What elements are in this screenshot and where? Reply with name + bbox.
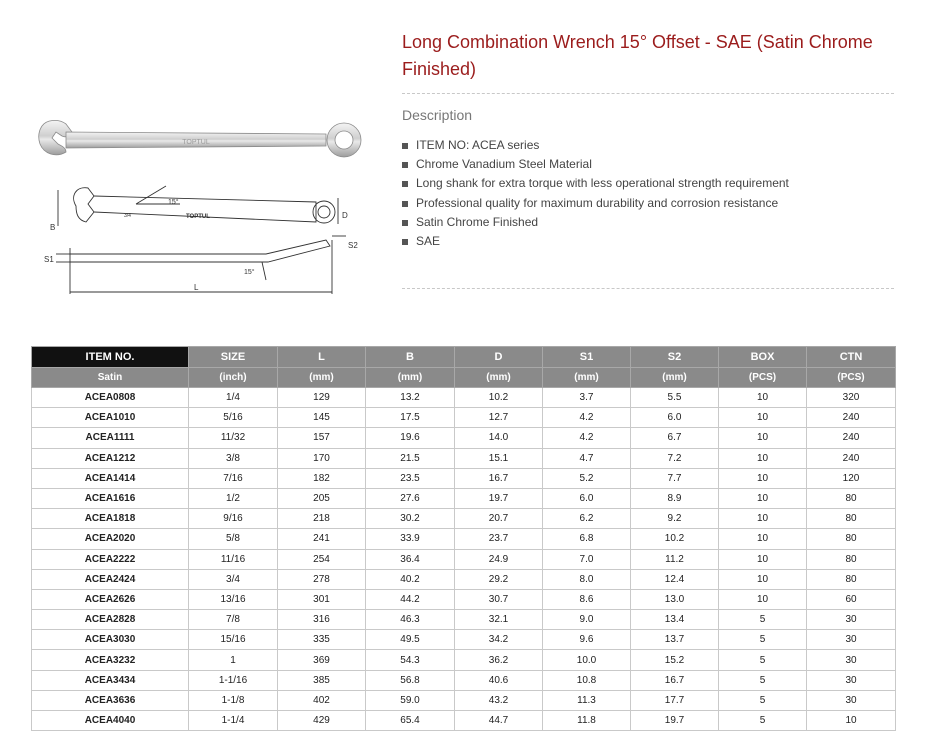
table-cell: 402 (278, 690, 366, 710)
unit-l: (mm) (278, 367, 366, 388)
table-cell: 11/32 (189, 428, 278, 448)
wrench-photo (39, 120, 361, 157)
table-cell: 10.2 (455, 388, 543, 408)
table-cell: 10 (719, 549, 807, 569)
table-cell: 13.0 (631, 589, 719, 609)
table-cell: 5.2 (543, 468, 631, 488)
table-cell: 49.5 (366, 630, 455, 650)
angle-label-top: 15° (168, 199, 179, 206)
table-cell: 17.5 (366, 408, 455, 428)
table-cell: 40.6 (455, 670, 543, 690)
item-code-cell: ACEA3232 (32, 650, 189, 670)
table-cell: 4.7 (543, 448, 631, 468)
table-cell: 80 (807, 569, 896, 589)
table-cell: 11.3 (543, 690, 631, 710)
table-cell: 170 (278, 448, 366, 468)
table-cell: 46.3 (366, 610, 455, 630)
table-cell: 5 (719, 670, 807, 690)
divider (402, 288, 894, 289)
unit-s2: (mm) (631, 367, 719, 388)
unit-size: (inch) (189, 367, 278, 388)
table-cell: 6.2 (543, 509, 631, 529)
header-s2: S2 (631, 347, 719, 368)
unit-satin: Satin (32, 367, 189, 388)
table-cell: 6.0 (543, 488, 631, 508)
table-cell: 320 (807, 388, 896, 408)
table-cell: 11.2 (631, 549, 719, 569)
table-cell: 5 (719, 630, 807, 650)
table-row (32, 509, 896, 529)
table-cell: 7/16 (189, 468, 278, 488)
table-cell: 19.6 (366, 428, 455, 448)
table-cell: 13.4 (631, 610, 719, 630)
table-row (32, 589, 896, 609)
table-cell: 10 (719, 509, 807, 529)
table-cell: 157 (278, 428, 366, 448)
table-cell: 182 (278, 468, 366, 488)
table-cell: 10.2 (631, 529, 719, 549)
table-cell: 10 (719, 428, 807, 448)
unit-b: (mm) (366, 367, 455, 388)
brand-mark: TOPTUL (182, 139, 210, 146)
angle-label-bottom: 15° (244, 269, 255, 276)
table-cell: 80 (807, 509, 896, 529)
table-row (32, 711, 896, 731)
header-d: D (455, 347, 543, 368)
table-cell: 10 (719, 448, 807, 468)
wrench-diagram (36, 112, 366, 302)
table-cell: 19.7 (631, 711, 719, 731)
table-cell: 301 (278, 589, 366, 609)
table-cell: 218 (278, 509, 366, 529)
table-cell: 335 (278, 630, 366, 650)
table-cell: 1-1/16 (189, 670, 278, 690)
product-title: Long Combination Wrench 15° Offset - SAE (Satin Chrome Finished) (402, 32, 873, 79)
bullet-icon (402, 181, 408, 187)
dimension-s2: S2 (348, 241, 358, 250)
bullet-icon (402, 239, 408, 245)
table-cell: 36.4 (366, 549, 455, 569)
table-cell: 8.9 (631, 488, 719, 508)
table-cell: 8.0 (543, 569, 631, 589)
table-cell: 12.4 (631, 569, 719, 589)
item-code-cell: ACEA2222 (32, 549, 189, 569)
table-cell: 65.4 (366, 711, 455, 731)
table-cell: 40.2 (366, 569, 455, 589)
table-cell: 16.7 (455, 468, 543, 488)
table-cell: 240 (807, 408, 896, 428)
table-cell: 23.7 (455, 529, 543, 549)
header-s1: S1 (543, 347, 631, 368)
item-code-cell: ACEA3434 (32, 670, 189, 690)
table-cell: 278 (278, 569, 366, 589)
table-cell: 15.1 (455, 448, 543, 468)
table-cell: 21.5 (366, 448, 455, 468)
table-cell: 30 (807, 650, 896, 670)
item-code-cell: ACEA4040 (32, 711, 189, 731)
table-cell: 240 (807, 428, 896, 448)
table-cell: 19.7 (455, 488, 543, 508)
table-row (32, 388, 896, 408)
table-cell: 10 (719, 488, 807, 508)
table-cell: 241 (278, 529, 366, 549)
feature-list (402, 136, 789, 251)
table-cell: 34.2 (455, 630, 543, 650)
feature-item: Long shank for extra torque with less operational strength requirement (402, 174, 789, 193)
item-code-cell: ACEA2424 (32, 569, 189, 589)
table-cell: 13.2 (366, 388, 455, 408)
unit-s1: (mm) (543, 367, 631, 388)
table-cell: 1/2 (189, 488, 278, 508)
wrench-drawing-side (56, 236, 346, 294)
table-row (32, 468, 896, 488)
table-cell: 30.2 (366, 509, 455, 529)
table-cell: 7.2 (631, 448, 719, 468)
table-cell: 8.6 (543, 589, 631, 609)
header-box: BOX (719, 347, 807, 368)
table-cell: 10 (719, 589, 807, 609)
item-code-cell: ACEA0808 (32, 388, 189, 408)
table-row (32, 690, 896, 710)
bullet-icon (402, 162, 408, 168)
table-row (32, 408, 896, 428)
table-cell: 27.6 (366, 488, 455, 508)
table-cell: 60 (807, 589, 896, 609)
item-code-cell: ACEA1010 (32, 408, 189, 428)
table-cell: 7.7 (631, 468, 719, 488)
table-cell: 3/8 (189, 448, 278, 468)
header-item-no: ITEM NO. (32, 347, 189, 368)
table-cell: 6.8 (543, 529, 631, 549)
table-cell: 9.0 (543, 610, 631, 630)
header-size: SIZE (189, 347, 278, 368)
table-cell: 5 (719, 690, 807, 710)
table-cell: 30 (807, 690, 896, 710)
table-cell: 1-1/4 (189, 711, 278, 731)
table-row (32, 650, 896, 670)
table-unit-row (32, 367, 896, 388)
table-cell: 316 (278, 610, 366, 630)
table-cell: 15.2 (631, 650, 719, 670)
table-cell: 9.6 (543, 630, 631, 650)
unit-box: (PCS) (719, 367, 807, 388)
table-row (32, 630, 896, 650)
wrench-drawing-top (58, 186, 338, 226)
item-code-cell: ACEA3030 (32, 630, 189, 650)
table-cell: 56.8 (366, 670, 455, 690)
bullet-icon (402, 201, 408, 207)
table-cell: 3.7 (543, 388, 631, 408)
table-row (32, 488, 896, 508)
table-cell: 33.9 (366, 529, 455, 549)
table-cell: 5 (719, 711, 807, 731)
table-cell: 36.2 (455, 650, 543, 670)
table-cell: 10.0 (543, 650, 631, 670)
item-code-cell: ACEA2626 (32, 589, 189, 609)
table-cell: 17.7 (631, 690, 719, 710)
item-code-cell: ACEA1111 (32, 428, 189, 448)
item-code-cell: ACEA1212 (32, 448, 189, 468)
feature-item: ITEM NO: ACEA series (402, 136, 789, 155)
table-cell: 16.7 (631, 670, 719, 690)
table-cell: 44.2 (366, 589, 455, 609)
table-cell: 4.2 (543, 428, 631, 448)
table-cell: 24.9 (455, 549, 543, 569)
feature-item: SAE (402, 232, 789, 251)
feature-item: Satin Chrome Finished (402, 213, 789, 232)
feature-item: Professional quality for maximum durability and corrosion resistance (402, 194, 789, 213)
table-cell: 9/16 (189, 509, 278, 529)
table-row (32, 549, 896, 569)
table-cell: 369 (278, 650, 366, 670)
table-cell: 5.5 (631, 388, 719, 408)
bullet-icon (402, 220, 408, 226)
table-cell: 9.2 (631, 509, 719, 529)
table-cell: 129 (278, 388, 366, 408)
table-cell: 14.0 (455, 428, 543, 448)
table-cell: 20.7 (455, 509, 543, 529)
table-cell: 1-1/8 (189, 690, 278, 710)
table-cell: 429 (278, 711, 366, 731)
table-row (32, 448, 896, 468)
table-cell: 80 (807, 549, 896, 569)
table-cell: 13/16 (189, 589, 278, 609)
table-cell: 385 (278, 670, 366, 690)
feature-item: Chrome Vanadium Steel Material (402, 155, 789, 174)
table-cell: 1/4 (189, 388, 278, 408)
table-cell: 30 (807, 630, 896, 650)
table-cell: 5 (719, 650, 807, 670)
table-cell: 30.7 (455, 589, 543, 609)
table-cell: 145 (278, 408, 366, 428)
table-cell: 5/8 (189, 529, 278, 549)
divider (402, 93, 894, 94)
table-cell: 120 (807, 468, 896, 488)
table-cell: 1 (189, 650, 278, 670)
table-cell: 5/16 (189, 408, 278, 428)
table-cell: 10 (719, 408, 807, 428)
table-cell: 7.0 (543, 549, 631, 569)
table-cell: 10 (807, 711, 896, 731)
unit-d: (mm) (455, 367, 543, 388)
bullet-icon (402, 143, 408, 149)
table-cell: 15/16 (189, 630, 278, 650)
item-code-cell: ACEA1414 (32, 468, 189, 488)
table-cell: 11/16 (189, 549, 278, 569)
size-mark: 3/4 (124, 213, 131, 219)
description-heading: Description (402, 107, 473, 123)
spec-table (31, 346, 896, 731)
table-cell: 10 (719, 569, 807, 589)
table-cell: 54.3 (366, 650, 455, 670)
table-cell: 10 (719, 388, 807, 408)
item-code-cell: ACEA1616 (32, 488, 189, 508)
header-b: B (366, 347, 455, 368)
brand-mark-drawing: TOPTUL (186, 214, 210, 220)
table-cell: 59.0 (366, 690, 455, 710)
item-code-cell: ACEA2020 (32, 529, 189, 549)
table-cell: 205 (278, 488, 366, 508)
table-cell: 3/4 (189, 569, 278, 589)
table-cell: 6.7 (631, 428, 719, 448)
table-row (32, 610, 896, 630)
header-l: L (278, 347, 366, 368)
table-cell: 43.2 (455, 690, 543, 710)
table-cell: 6.0 (631, 408, 719, 428)
table-cell: 5 (719, 610, 807, 630)
table-row (32, 529, 896, 549)
table-cell: 80 (807, 488, 896, 508)
table-cell: 29.2 (455, 569, 543, 589)
table-cell: 12.7 (455, 408, 543, 428)
table-row (32, 670, 896, 690)
table-cell: 10 (719, 529, 807, 549)
table-cell: 32.1 (455, 610, 543, 630)
dimension-d: D (342, 211, 348, 220)
table-row (32, 569, 896, 589)
table-cell: 10.8 (543, 670, 631, 690)
table-cell: 23.5 (366, 468, 455, 488)
item-code-cell: ACEA1818 (32, 509, 189, 529)
table-cell: 240 (807, 448, 896, 468)
table-cell: 11.8 (543, 711, 631, 731)
table-cell: 13.7 (631, 630, 719, 650)
item-code-cell: ACEA2828 (32, 610, 189, 630)
unit-ctn: (PCS) (807, 367, 896, 388)
table-row (32, 428, 896, 448)
table-cell: 10 (719, 468, 807, 488)
item-code-cell: ACEA3636 (32, 690, 189, 710)
dimension-l: L (194, 283, 199, 292)
dimension-b: B (50, 223, 56, 232)
dimension-s1: S1 (44, 255, 54, 264)
table-cell: 4.2 (543, 408, 631, 428)
table-header-row (32, 347, 896, 368)
table-cell: 44.7 (455, 711, 543, 731)
table-cell: 7/8 (189, 610, 278, 630)
table-cell: 254 (278, 549, 366, 569)
header-ctn: CTN (807, 347, 896, 368)
table-cell: 80 (807, 529, 896, 549)
table-cell: 30 (807, 610, 896, 630)
table-cell: 30 (807, 670, 896, 690)
